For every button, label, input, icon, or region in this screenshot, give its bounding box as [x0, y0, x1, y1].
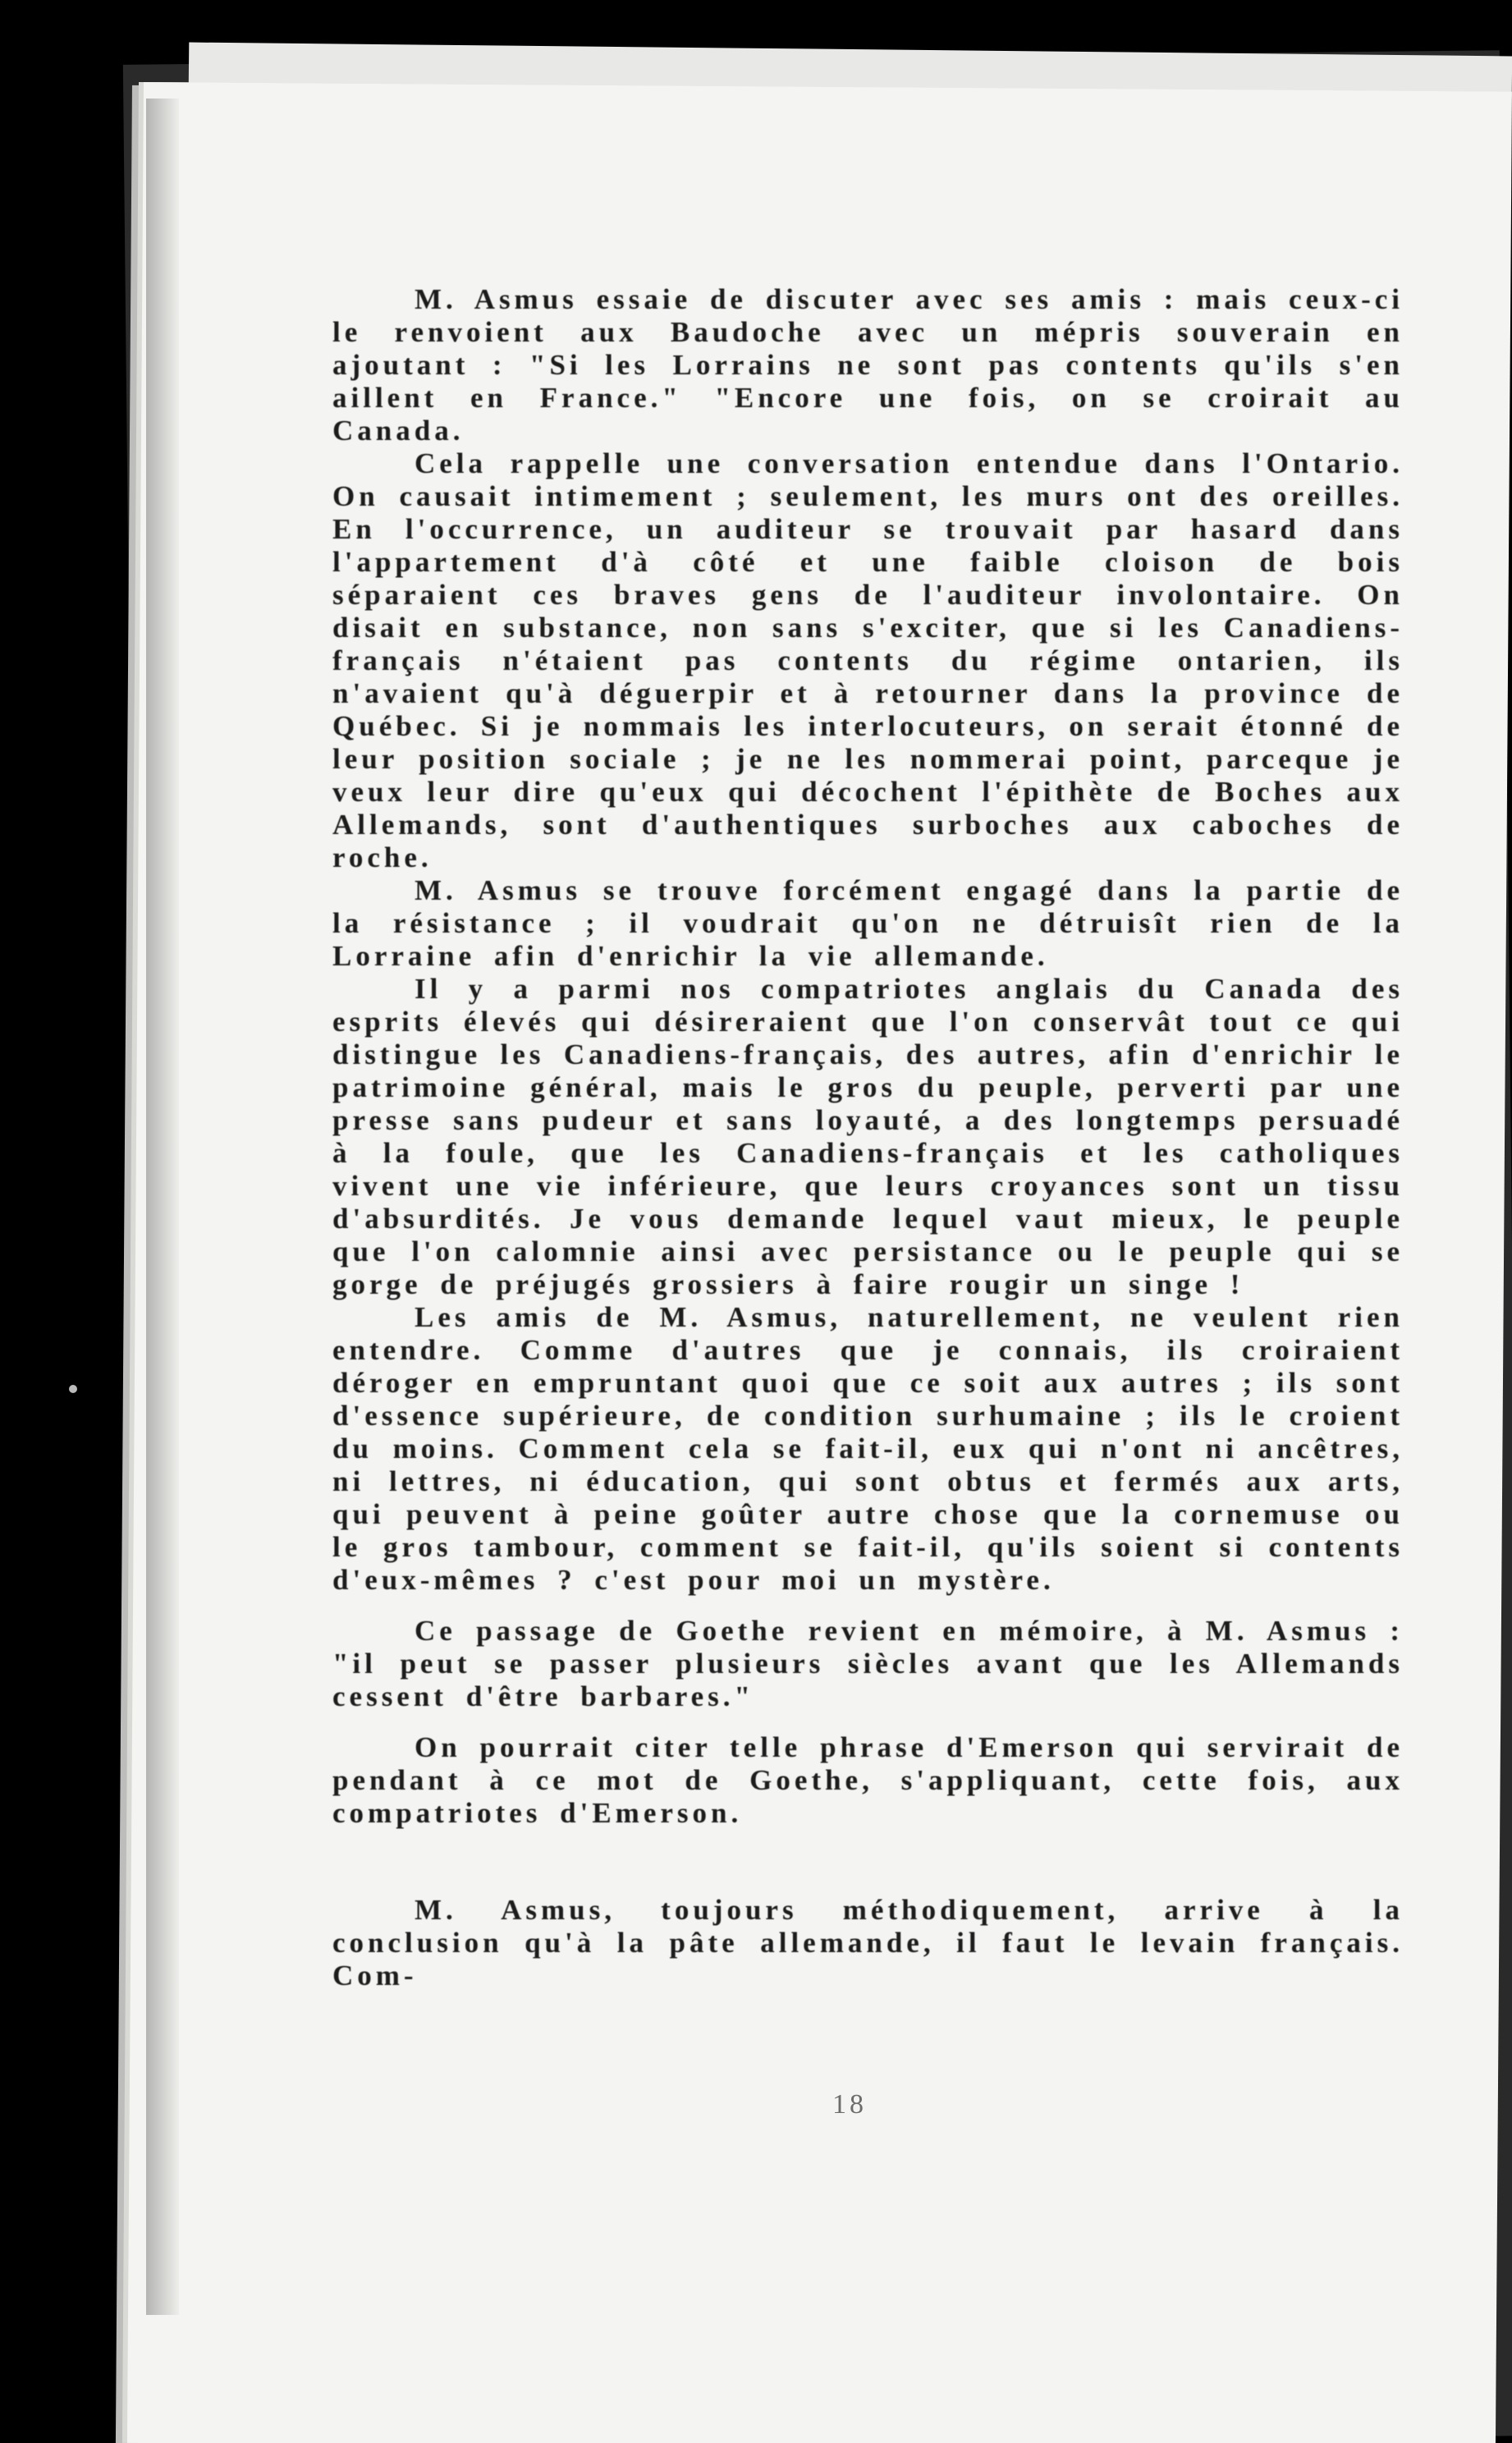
page-binding-edge [146, 99, 179, 2315]
paragraph: Les amis de M. Asmus, naturellement, ne veulent rien entendre. Comme d'autres que je connais, ils croiraient déroger en empruntant quoi que ce soit aux autres ; ils sont d'essence supérieure, de condition surhumaine ; ils le croient du moins. Comment cela se fait-il, eux qui n'ont ni ancêtres, ni lettres, ni éducation, qui sont obtus et fermés aux arts, qui peuvent à peine goûter autre chose que la cornemuse ou le gros tambour, comment se fait-il, qu'ils soient si contents d'eux-mêmes ? c'est pour moi un mystère. [332, 1301, 1404, 1596]
paragraph: Cela rappelle une conversation entendue dans l'Ontario. On causait intimement ; seulement, les murs ont des oreilles. En l'occurrence, un auditeur se trouvait par hasard dans l'appartement d'à côté et une faible cloison de bois séparaient ces braves gens de l'auditeur involontaire. On disait en substance, non sans s'exciter, que si les Canadiens-français n'étaient pas contents du régime ontarien, ils n'avaient qu'à déguerpir et à retourner dans la province de Québec. Si je nommais les interlocuteurs, on serait étonné de leur position sociale ; je ne les nommerai point, parceque je veux leur dire qu'eux qui décochent l'épithète de Boches aux Allemands, sont d'authentiques surboches aux caboches de roche. [332, 447, 1404, 873]
paragraph: M. Asmus essaie de discuter avec ses amis : mais ceux-ci le renvoient aux Baudoche avec un mépris souverain en ajoutant : "Si les Lorrains ne sont pas contents qu'ils s'en aillent en France." "Encore une fois, on se croirait au Canada. [332, 283, 1404, 447]
page-body-text [332, 283, 1404, 1992]
paragraph: M. Asmus, toujours méthodiquement, arrive à la conclusion qu'à la pâte allemande, il faut le levain français. Com- [332, 1894, 1404, 1992]
page-number: 18 [832, 2089, 867, 2120]
paragraph: M. Asmus se trouve forcément engagé dans la partie de la résistance ; il voudrait qu'on ne détruisît rien de la Lorraine afin d'enrichir la vie allemande. [332, 874, 1404, 972]
paragraph: On pourrait citer telle phrase d'Emerson qui servirait de pendant à ce mot de Goethe, s'appliquant, cette fois, aux compatriotes d'Emerson. [332, 1731, 1404, 1829]
scan-speck [69, 1385, 77, 1393]
paragraph: Ce passage de Goethe revient en mémoire, à M. Asmus : "il peut se passer plusieurs siècles avant que les Allemands cessent d'être barbares." [332, 1615, 1404, 1712]
paragraph: Il y a parmi nos compatriotes anglais du Canada des esprits élevés qui désireraient que l'on conservât tout ce qui distingue les Canadiens-français, des autres, afin d'enrichir le patrimoine général, mais le gros du peuple, perverti par une presse sans pudeur et sans loyauté, a des longtemps persuadé à la foule, que les Canadiens-français et les catholiques vivent une vie inférieure, que leurs croyances sont un tissu d'absurdités. Je vous demande lequel vaut mieux, le peuple que l'on calomnie ainsi avec persistance ou le peuple qui se gorge de préjugés grossiers à faire rougir un singe ! [332, 973, 1404, 1300]
